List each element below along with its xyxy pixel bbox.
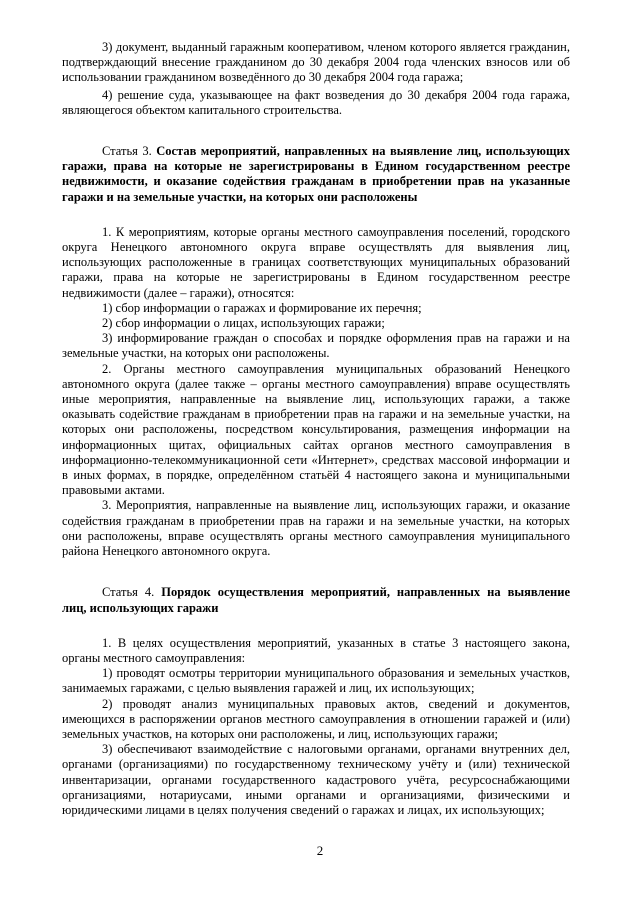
article-4-paragraph: 1. В целях осуществления мероприятий, указанных в статье 3 настоящего закона, органы местного самоуправления: [62,635,570,665]
article-4-label: Статья 4. [102,585,155,600]
paragraph-item-4: 4) решение суда, указывающее на факт возведения до 30 декабря 2004 года гаража, являющегося объектом капитального строительства. [62,87,570,117]
article-3-paragraph: 2) сбор информации о лицах, использующих гаражи; [102,316,385,331]
article-4-heading [62,585,570,615]
article-3-heading [62,144,570,205]
article-3-paragraph: 3) информирование граждан о способах и порядке оформления прав на гаражи и на земельные участки, на которых они расположены. [62,331,570,361]
page-number: 2 [316,843,324,858]
article-3-paragraph: 2. Органы местного самоуправления муниципальных образований Ненецкого автономного округа (далее также – органы местного самоуправления) вправе осуществлять иные мероприятия, направленные на выявление лиц, использующих гаражи, а также оказывать содействие гражданам в приобретении прав на гаражи и на земельные участки, на которых они расположены, посредством консультирования, размещения информации на информационных щитах, официальных сайтах органов местного самоуправления в информационно-телекоммуникационной сети «Интернет», средствах массовой информации и в иных формах, в порядке, определённом статьёй 4 настоящего закона и муниципальными правовыми актами. [62,361,570,498]
article-3-label: Статья 3. [102,144,152,159]
article-3-paragraph: 1) сбор информации о гаражах и формирование их перечня; [102,300,422,315]
article-3-paragraph: 1. К мероприятиям, которые органы местного самоуправления поселений, городского округа Ненецкого автономного округа вправе осуществлять для выявления лиц, использующих расположенные в границах соответствующих муниципальных образований гаражи, права на которые не зарегистрированы в Едином государственном реестре недвижимости (далее – гаражи), относятся: [62,224,570,300]
document-body [62,40,570,818]
article-4-paragraph: 3) обеспечивают взаимодействие с налоговыми органами, органами внутренних дел, органами (организациями) по государственному техническому учёту и (или) технической инвентаризации, органами государственного кадастрового учёта, ресурсоснабжающими организациями, нотариусами, иными органами и организациями, физическими и юридическими лицами в целях получения сведений о гаражах и лицах, их использующих; [62,742,570,817]
article-4-title: Порядок осуществления мероприятий, направленных на выявление лиц, использующих гаражи [62,585,570,615]
article-3-paragraph: 3. Мероприятия, направленные на выявление лиц, использующих гаражи, и оказание содействия гражданам в приобретении прав на гаражи и на земельные участки, на которых они расположены, вправе осуществлять органы местного самоуправления муниципального района Ненецкого автономного округа. [62,498,570,559]
paragraph-item-3: 3) документ, выданный гаражным кооперативом, членом которого является гражданин, подтверждающий внесение гражданином до 30 декабря 2004 года членских взносов или об использовании гражданином возведённого до 30 декабря 2004 года гаража; [62,40,570,85]
article-4-paragraph: 1) проводят осмотры территории муниципального образования и земельных участков, занимаемых гаражами, с целью выявления гаражей и лиц, их использующих; [62,666,570,696]
article-3-title: Состав мероприятий, направленных на выявление лиц, использующих гаражи, права на которые не зарегистрированы в Едином государственном реестре недвижимости, и оказание содействия гражданам в приобретении прав на указанные гаражи и на земельные участки, на которых они расположены [62,144,570,204]
article-4-paragraph: 2) проводят анализ муниципальных правовых актов, сведений и документов, имеющихся в распоряжении органов местного самоуправления в отношении гаражей и (или) земельных участков, на которых они расположены, и лиц, использующих гаражи; [62,696,570,741]
